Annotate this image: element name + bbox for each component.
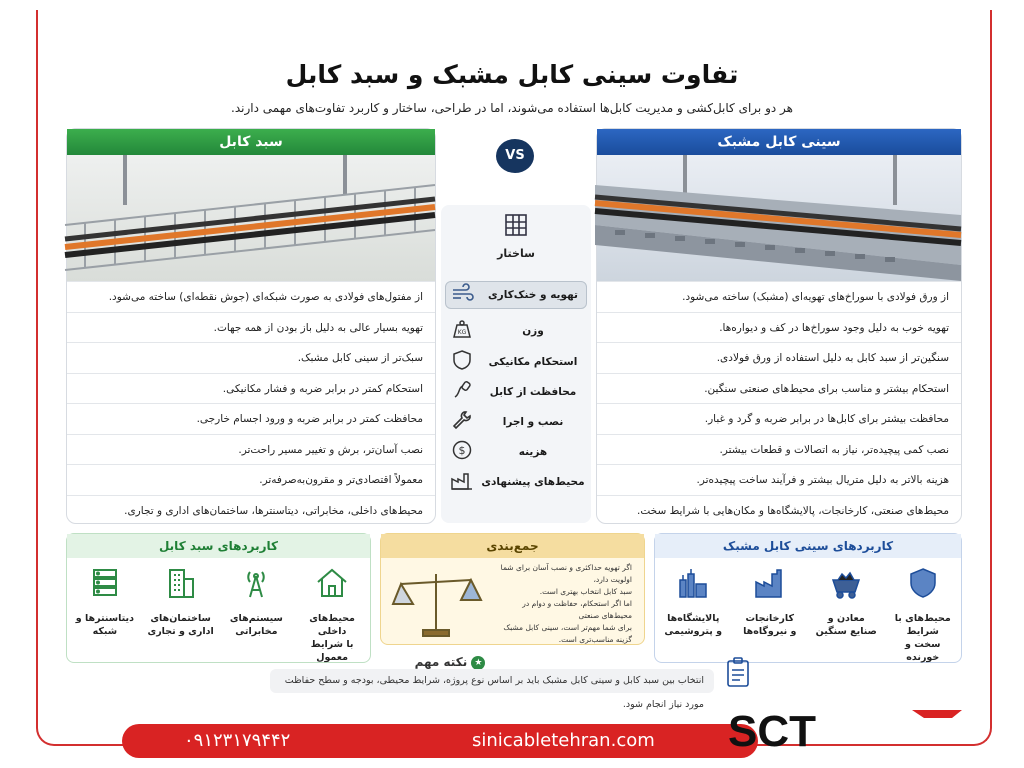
sct-logo xyxy=(728,704,962,756)
application-label: پالایشگاه‌ها و پتروشیمی xyxy=(664,613,723,637)
house-icon xyxy=(315,585,349,604)
tray-row: محیط‌های صنعتی، کارخانجات، پالایشگاه‌ها و مکان‌هایی با شرایط سخت. xyxy=(597,495,961,526)
building-icon xyxy=(164,585,198,604)
criterion-label: محافظت از کابل xyxy=(489,386,577,398)
wind-icon xyxy=(446,285,480,305)
vs-badge: VS xyxy=(496,139,534,173)
criterion-weight xyxy=(445,317,587,345)
antenna-icon xyxy=(239,585,273,604)
basket-row: نصب آسان‌تر، برش و تغییر مسیر راحت‌تر. xyxy=(67,434,435,465)
application-label: دیتاسنترها و شبکه xyxy=(75,613,134,637)
application-item xyxy=(811,566,881,664)
tray-applications-list xyxy=(655,566,961,664)
refinery-icon xyxy=(676,585,710,604)
criterion-label: ساختار xyxy=(497,247,535,260)
criterion-label: تهویه و خنک‌کاری xyxy=(488,289,578,301)
svg-text:$: $ xyxy=(458,444,466,457)
basket-row: محیط‌های داخلی، مخابراتی، دیتاسنترها، ساختمان‌های اداری و تجاری. xyxy=(67,495,435,526)
summary-heading: جمع‌بندی xyxy=(381,534,644,558)
cable-icon xyxy=(445,380,479,404)
important-note xyxy=(270,655,760,710)
dollar-icon xyxy=(445,440,479,464)
criterion-label: نصب و اجرا xyxy=(502,416,564,428)
basket-photo xyxy=(67,155,435,281)
tray-row: محافظت بیشتر برای کابل‌ها در برابر ضربه و گرد و غبار. xyxy=(597,403,961,434)
page-subtitle: هر دو برای کابل‌کشی و مدیریت کابل‌ها استفاده می‌شوند، اما در طراحی، ساختار و کاربرد تفاوت‌های مهمی دارند. xyxy=(231,101,793,115)
page-title: تفاوت سینی کابل مشبک و سبد کابل xyxy=(285,60,739,89)
tray-row: نصب کمی پیچیده‌تر، نیاز به اتصالات و قطعات بیشتر. xyxy=(597,434,961,465)
basket-column xyxy=(66,128,436,524)
basket-row: تهویه بسیار عالی به دلیل باز بودن از همه جهات. xyxy=(67,312,435,343)
summary-box xyxy=(380,533,645,645)
basket-column-heading: سبد کابل xyxy=(67,129,435,155)
logo-text: SCT xyxy=(728,707,816,756)
summary-line: سبد کابل انتخاب بهتری است. xyxy=(539,587,632,596)
shield-icon xyxy=(906,585,940,604)
basket-row: استحکام کمتر در برابر ضربه و فشار مکانیکی. xyxy=(67,373,435,404)
summary-text xyxy=(492,562,632,646)
criterion-structure xyxy=(441,213,591,260)
tray-row: از ورق فولادی با سوراخ‌های تهویه‌ای (مشبک) ساخته می‌شود. xyxy=(597,281,961,312)
criterion-installation xyxy=(445,408,587,436)
application-item xyxy=(735,566,805,664)
criterion-label: وزن xyxy=(522,325,544,337)
tray-row: استحکام بیشتر و مناسب برای محیط‌های صنعتی سنگین. xyxy=(597,373,961,404)
mine-cart-icon xyxy=(829,585,863,604)
structure-grid-icon xyxy=(504,222,528,241)
tray-row: هزینه بالاتر به دلیل متریال بیشتر و فرآیند ساخت پیچیده‌تر. xyxy=(597,464,961,495)
criterion-ventilation xyxy=(445,281,587,309)
weight-kg-icon xyxy=(445,319,479,343)
basket-applications-list xyxy=(67,566,370,664)
basket-applications-heading: کاربردهای سبد کابل xyxy=(67,534,370,558)
svg-text:KG: KG xyxy=(457,329,467,336)
criterion-protection xyxy=(445,378,587,406)
application-item xyxy=(297,566,367,664)
application-item xyxy=(221,566,291,664)
tray-row: سنگین‌تر از سبد کابل به دلیل استفاده از ورق فولادی. xyxy=(597,342,961,373)
server-icon xyxy=(88,585,122,604)
factory-icon xyxy=(445,470,479,494)
note-text: انتخاب بین سبد کابل و سینی کابل مشبک باید بر اساس نوع پروژه، شرایط محیطی، بودجه و سطح حفاظت مورد نیاز انجام شود. xyxy=(270,669,714,693)
basket-row: از مفتول‌های فولادی به صورت شبکه‌ای (جوش نقطه‌ای) ساخته می‌شود. xyxy=(67,281,435,312)
criterion-label: هزینه xyxy=(518,446,548,458)
shield-icon xyxy=(445,350,479,374)
tray-applications-box xyxy=(654,533,962,663)
summary-line: اما اگر استحکام، حفاظت و دوام در محیط‌های صنعتی xyxy=(522,599,632,620)
note-heading xyxy=(270,655,630,670)
application-label: ساختمان‌های اداری و تجاری xyxy=(147,613,214,637)
contact-bar xyxy=(122,724,758,758)
criteria-column xyxy=(441,205,591,523)
basket-row: محافظت کمتر در برابر ضربه و ورود اجسام خارجی. xyxy=(67,403,435,434)
tray-row: تهویه خوب به دلیل وجود سوراخ‌ها در کف و دیواره‌ها. xyxy=(597,312,961,343)
balance-scale-icon xyxy=(391,568,481,644)
website-link[interactable]: sinicabletehran.com xyxy=(472,730,655,751)
phone-number[interactable]: ۰۹۱۲۳۱۷۹۴۴۲ xyxy=(184,730,291,751)
application-label: محیط‌های داخلی با شرایط معمول xyxy=(309,613,355,663)
application-item xyxy=(888,566,958,664)
factory-icon xyxy=(753,585,787,604)
criterion-cost xyxy=(445,438,587,466)
tray-column xyxy=(596,128,962,524)
tray-applications-heading: کاربردهای سینی کابل مشبک xyxy=(655,534,961,558)
basket-row: سبک‌تر از سینی کابل مشبک. xyxy=(67,342,435,373)
criterion-environments xyxy=(445,468,587,496)
application-item xyxy=(70,566,140,664)
criterion-strength xyxy=(445,348,587,376)
application-label: محیط‌های با شرایط سخت و خورنده xyxy=(894,613,951,663)
summary-line: برای شما مهم‌تر است، سینی کابل مشبک گزینه مناسب‌تری است. xyxy=(503,623,632,644)
wrench-icon xyxy=(445,410,479,434)
application-label: معادن و صنایع سنگین xyxy=(815,613,877,637)
star-icon: ★ xyxy=(471,656,485,670)
criterion-label: محیط‌های پیشنهادی xyxy=(481,476,585,488)
basket-row: معمولاً اقتصادی‌تر و مقرون‌به‌صرفه‌تر. xyxy=(67,464,435,495)
tray-column-heading: سینی کابل مشبک xyxy=(597,129,961,155)
basket-applications-box xyxy=(66,533,371,663)
application-label: کارخانجات و نیروگاه‌ها xyxy=(743,613,797,637)
application-item xyxy=(658,566,728,664)
application-item xyxy=(146,566,216,664)
summary-line: اگر تهویه حداکثری و نصب آسان برای شما اولویت دارد، xyxy=(500,563,632,584)
tray-photo xyxy=(597,155,961,281)
application-label: سیستم‌های مخابراتی xyxy=(229,613,283,637)
clipboard-icon xyxy=(726,657,750,691)
criterion-label: استحکام مکانیکی xyxy=(488,356,578,368)
note-title: نکته مهم xyxy=(414,655,468,669)
